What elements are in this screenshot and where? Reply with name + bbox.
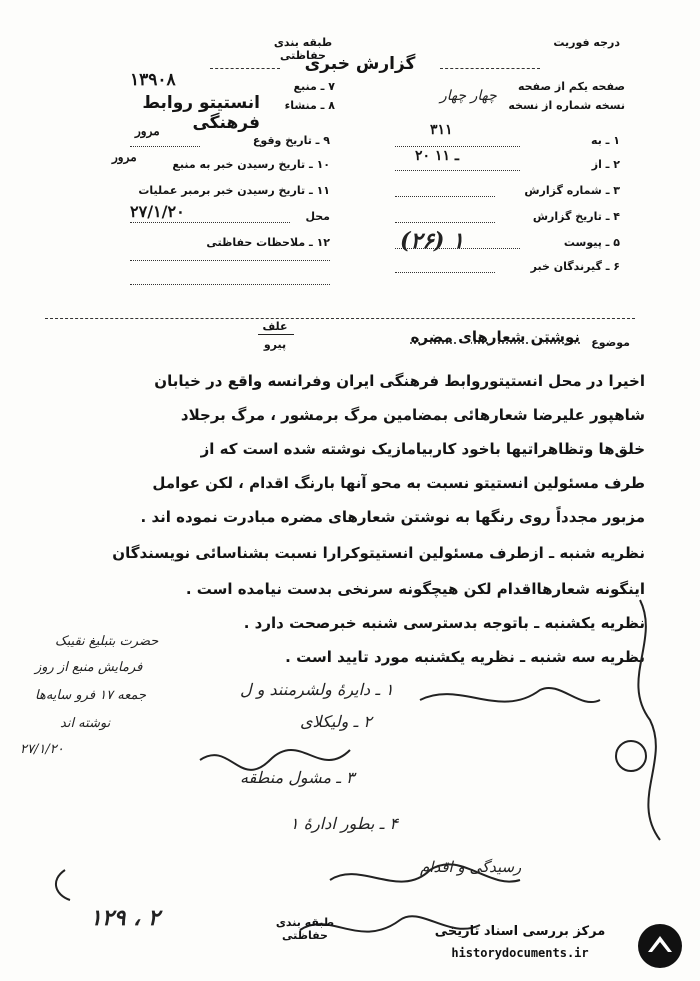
field-report-number: ۳ ـ شماره گزارش bbox=[524, 184, 620, 197]
field-event-date: ۹ ـ تاریخ وقوع bbox=[252, 134, 330, 147]
subject-aside-bottom: پیرو bbox=[263, 338, 287, 351]
body-line-8: نظریه یکشنبه ـ باتوجه بدسترسی شنبه خبرصحت دارد . bbox=[243, 614, 645, 632]
file-number: ۱۲۹ ، ۲ bbox=[90, 905, 160, 931]
field-place-value: ۲۷/۱/۲۰ bbox=[130, 202, 185, 221]
lower-signature bbox=[330, 864, 520, 881]
field-to: ۱ ـ به bbox=[591, 134, 620, 147]
priority-label: درجه فوریت bbox=[553, 36, 620, 49]
body-line-5: مزبور مجدداً روی رنگها به نوشتن شعارهای مضره مبادرت نموده اند . bbox=[140, 508, 645, 526]
field-from-value: ۲۰ ـ ۱۱ bbox=[415, 148, 459, 164]
organization-name: انستیتو روابط فرهنگی bbox=[142, 93, 260, 133]
left-note-line-1: حضرت بتبلیغ نقیبک bbox=[55, 634, 159, 649]
field-recipients: ۶ ـ گیرندگان خبر bbox=[530, 260, 620, 273]
left-note-line-4: نوشته اند bbox=[60, 716, 111, 731]
watermark-title: مرکز بررسی اسناد تاریخی bbox=[434, 924, 606, 939]
left-note-date: ۲۷/۱/۲۰ bbox=[20, 742, 64, 757]
watermark bbox=[410, 918, 690, 974]
watermark-logo-icon bbox=[636, 922, 684, 970]
body-line-7: اینگونه شعارهااقدام لکن هیچگونه سرنخی بدست نیامده است . bbox=[185, 580, 645, 598]
stamp-number: ۱۳۹۰۸ bbox=[130, 70, 176, 90]
body-line-2: شاهپور علیرضا شعارهائی بمضامین مرگ برمشور ، مرگ برجلاد bbox=[180, 406, 645, 424]
center-signature bbox=[420, 688, 600, 702]
left-note-line-2: فرمایش منبع از روز bbox=[35, 660, 143, 675]
subject-label: موضوع bbox=[591, 336, 630, 349]
field-attachment: ۵ ـ پیوست bbox=[563, 236, 620, 249]
center-note-2: ۲ ـ ولیکلای bbox=[300, 712, 372, 731]
subject-value: نوشتن شعارهای مضره bbox=[410, 328, 580, 346]
classification-bottom: طبقه بندی حفاظتی bbox=[275, 916, 335, 942]
body-line-3: خلق‌ها وتظاهراتیها باخود کاربیامازیک نوشته شده است که از bbox=[200, 440, 645, 458]
field-from: ۲ ـ از bbox=[591, 158, 620, 171]
classification-top: طبقه بندی حفاظتی bbox=[273, 36, 333, 62]
center-note-1: ۱ ـ دایرۀ ولشرمنند و ل bbox=[240, 680, 394, 699]
field-report-date: ۴ ـ تاریخ گزارش bbox=[532, 210, 620, 223]
field-security-notes: ۱۲ ـ ملاحظات حفاظتی bbox=[206, 236, 330, 249]
field-ops-date: ۱۱ ـ تاریخ رسیدن خبر برمبر عملیات bbox=[138, 184, 330, 197]
body-line-1: اخیرا در محل انستیتوروابط فرهنگی ایران وفرانسه واقع در خیابان bbox=[154, 372, 645, 390]
form-title: گزارش خبری bbox=[304, 54, 416, 74]
field-receipt-date-value: مرور bbox=[112, 150, 137, 164]
field-to-value: ۳۱۱ bbox=[430, 122, 453, 138]
body-line-6: نظریه شنبه ـ ازطرف مسئولین انستیتوکرارا نسبت بشناسائی نویسندگان bbox=[112, 544, 645, 562]
center-note-5: رسیدگی و اقدام bbox=[420, 858, 522, 876]
mid-signature bbox=[200, 750, 350, 770]
field-origin: ۸ ـ منشاء bbox=[284, 99, 335, 112]
center-note-3: ۳ ـ مشول منطقه bbox=[240, 768, 355, 787]
center-note-4: ۴ ـ بطور ادارۀ ۱ bbox=[290, 814, 398, 833]
field-attachment-value: (۲۶) ۱ bbox=[400, 228, 464, 254]
body-line-9: نظریه سه شنبه ـ نظریه یکشنبه مورد تایید است . bbox=[285, 648, 645, 666]
field-receipt-date: ۱۰ ـ تاریخ رسیدن خبر به منبع bbox=[172, 158, 330, 171]
watermark-url: historydocuments.ir bbox=[451, 946, 589, 960]
page-reference: صفحه یکم از صفحه bbox=[517, 80, 625, 93]
subject-aside-top: علف bbox=[262, 320, 288, 333]
field-place: محل bbox=[305, 210, 330, 223]
field-event-date-value: مرور bbox=[135, 124, 160, 138]
left-bracket bbox=[56, 870, 70, 900]
round-seal bbox=[615, 740, 647, 772]
field-source: ۷ ـ منبع bbox=[293, 80, 335, 93]
left-note-line-3: جمعه ۱۷ فرو سایه‌ها bbox=[35, 688, 147, 703]
copy-handwritten-values: چهار چهار bbox=[440, 88, 497, 104]
right-margin-scribble bbox=[638, 600, 660, 840]
copy-reference: نسخه شماره از نسخه bbox=[508, 99, 625, 112]
body-line-4: طرف مسئولین انستیتو نسبت به محو آنها بارنگ اقدام ، لکن عوامل bbox=[152, 474, 645, 492]
